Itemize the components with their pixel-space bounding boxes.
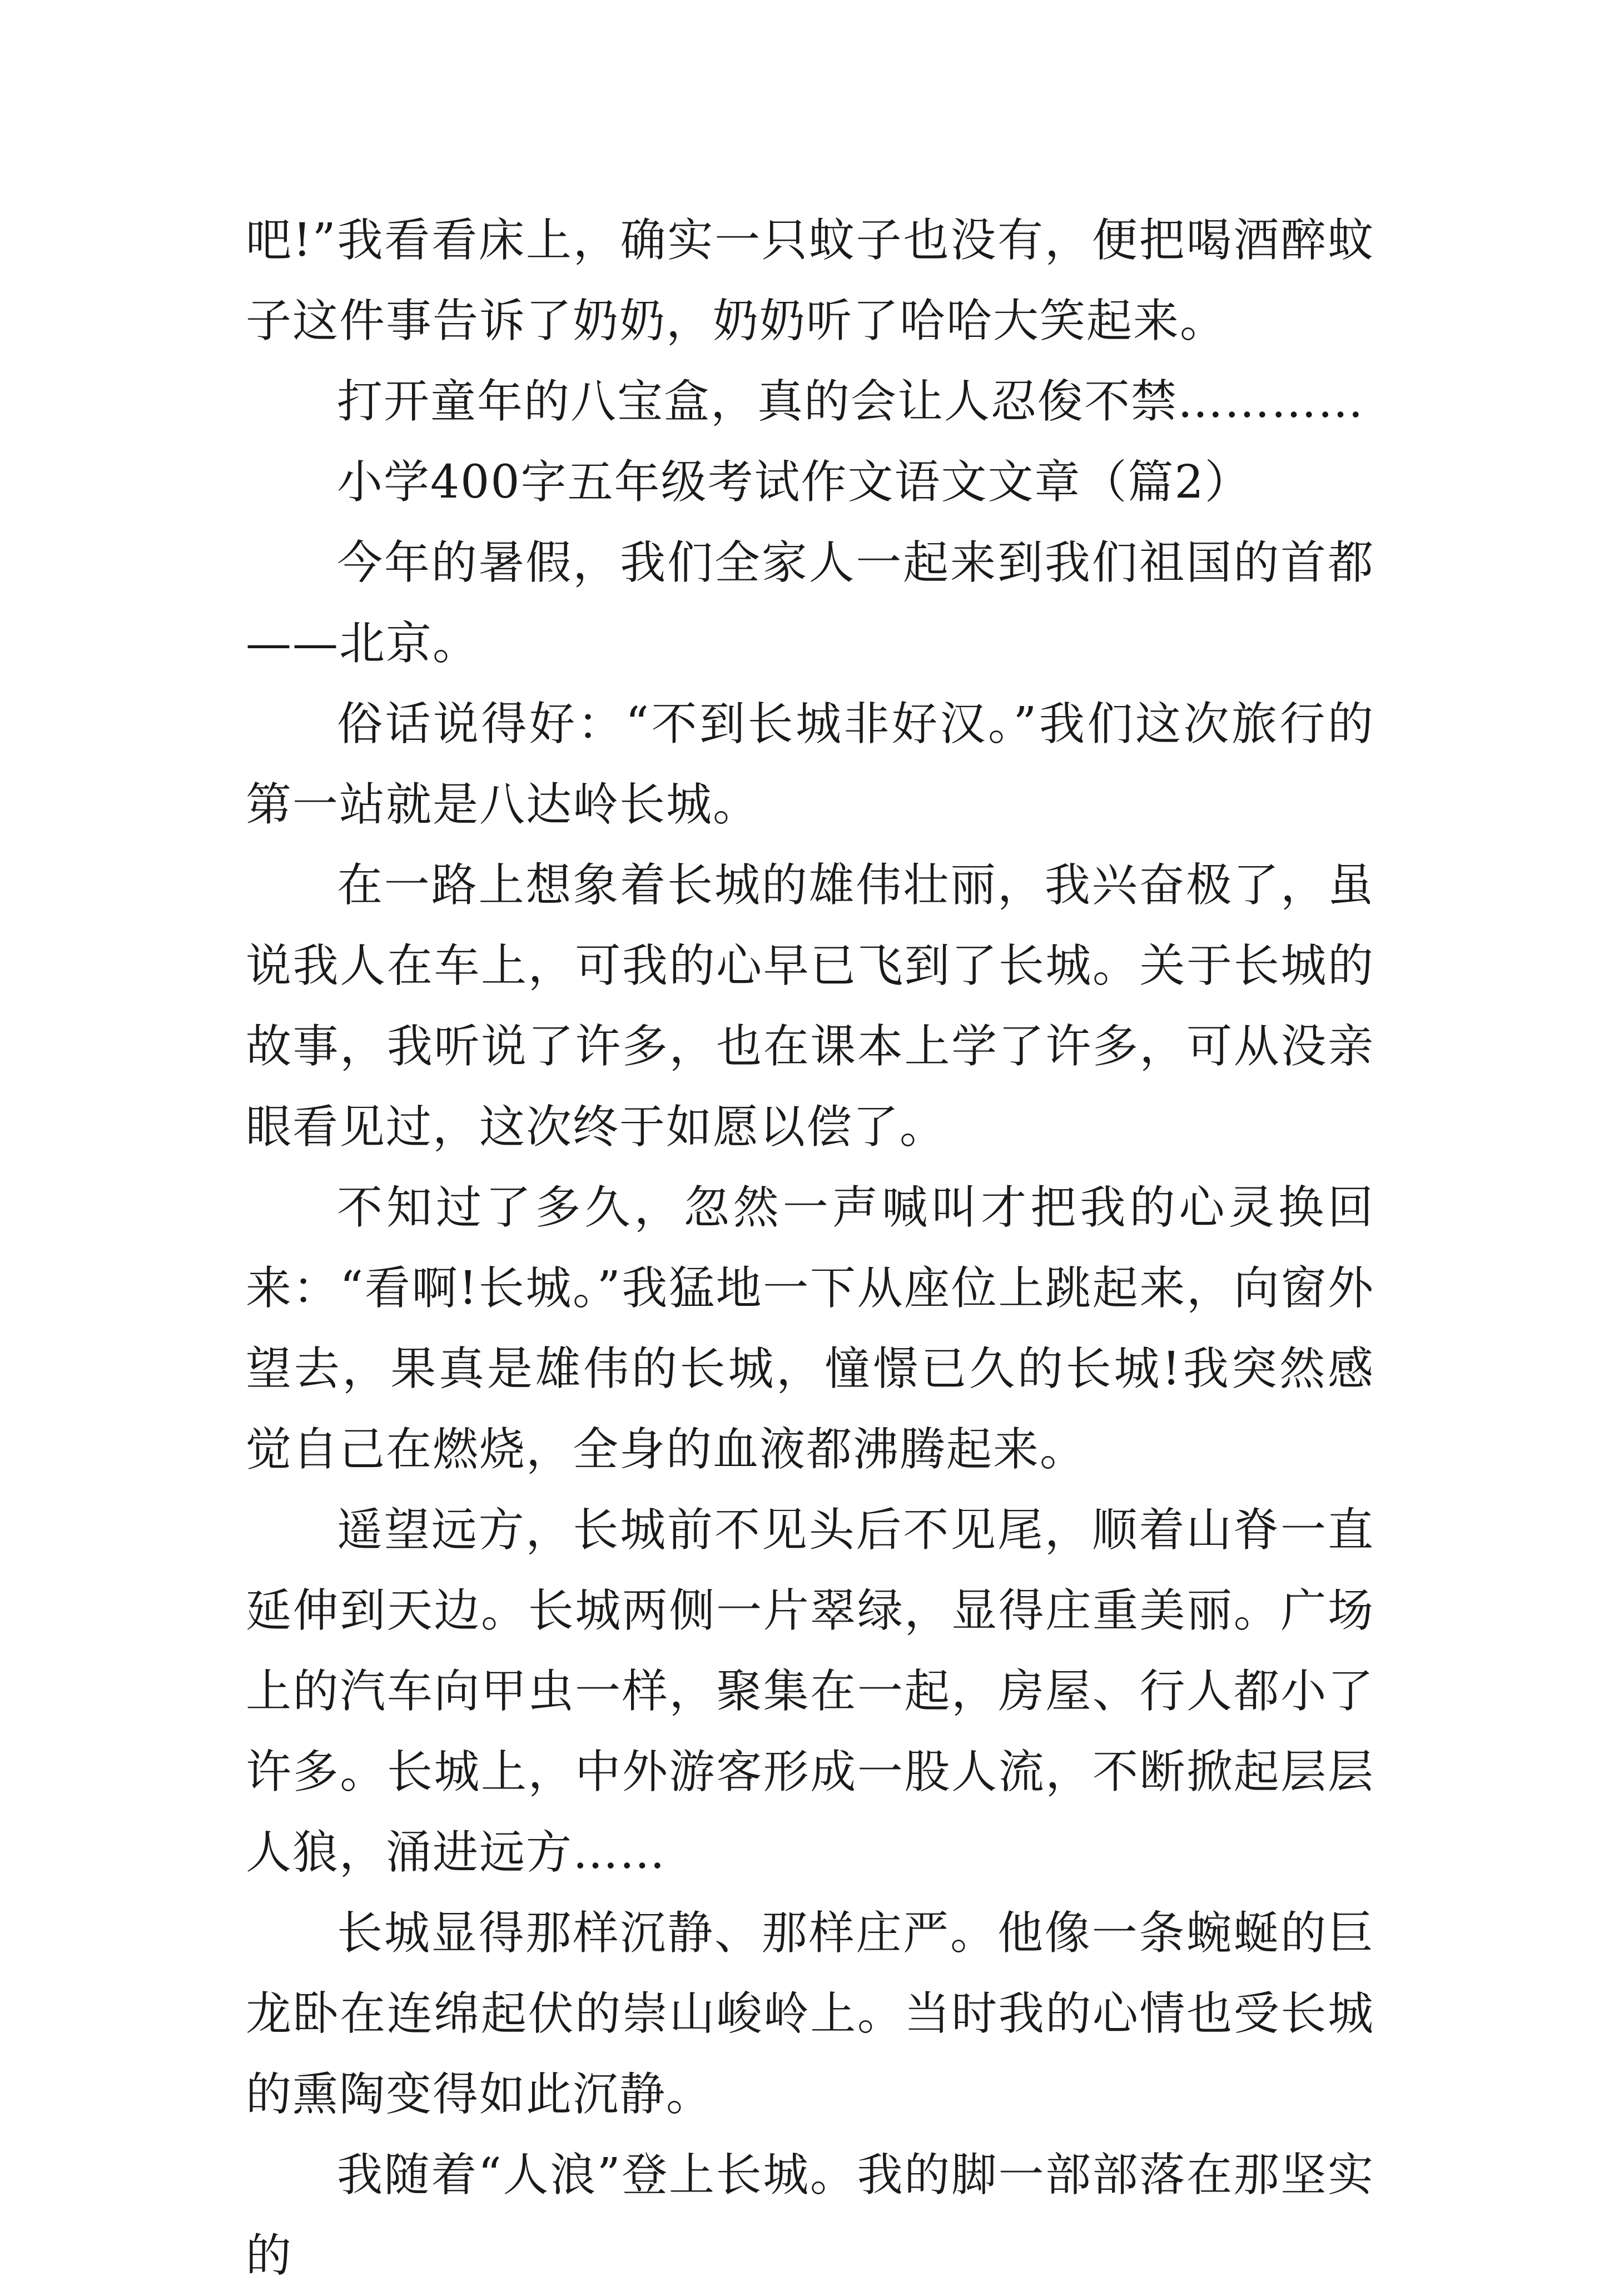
section-title: 小学400字五年级考试作文语文文章（篇2） [337, 456, 1252, 509]
article-body [246, 200, 1374, 2296]
paragraph: 不知过了多久，忽然一声喊叫才把我的心灵换回来：“看啊!长城。”我猛地一下从座位上跳起来，向窗外望去，果真是雄伟的长城，憧憬已久的长城!我突然感觉自己在燃烧，全身的血液都沸腾起来。 [246, 1181, 1374, 1476]
paragraph: 在一路上想象着长城的雄伟壮丽，我兴奋极了，虽说我人在车上，可我的心早已飞到了长城。关于长城的故事，我听说了许多，也在课本上学了许多，可从没亲眼看见过，这次终于如愿以偿了。 [246, 859, 1374, 1154]
paragraph: 今年的暑假，我们全家人一起来到我们祖国的首都——北京。 [246, 536, 1374, 670]
paragraph: 俗话说得好：“不到长城非好汉。”我们这次旅行的第一站就是八达岭长城。 [246, 698, 1374, 831]
paragraph: 长城显得那样沉静、那样庄严。他像一条蜿蜒的巨龙卧在连绵起伏的崇山峻岭上。当时我的心情也受长城的熏陶变得如此沉静。 [246, 1907, 1374, 2121]
paragraph: 遥望远方，长城前不见头后不见尾，顺着山脊一直延伸到天边。长城两侧一片翠绿，显得庄重美丽。广场上的汽车向甲虫一样，聚集在一起，房屋、行人都小了许多。长城上，中外游客形成一股人流，不断掀起层层人狼，涌进远方…… [246, 1504, 1374, 1879]
paragraph: 吧!”我看看床上，确实一只蚊子也没有，便把喝酒醉蚊子这件事告诉了奶奶，奶奶听了哈哈大笑起来。 [246, 214, 1374, 347]
paragraph: 我随着“人浪”登上长城。我的脚一部部落在那坚实的 [246, 2149, 1374, 2282]
paragraph: 打开童年的八宝盒，真的会让人忍俊不禁………… [337, 375, 1365, 428]
